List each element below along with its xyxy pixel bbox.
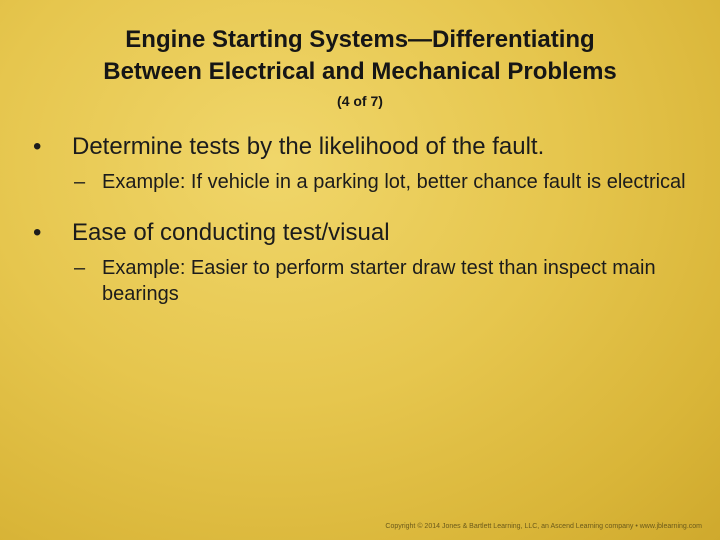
- bullet-marker: •: [33, 133, 42, 160]
- sub-bullet-item: [30, 169, 700, 195]
- slide-subtitle: (4 of 7): [337, 93, 383, 109]
- title-line-2: Between Electrical and Mechanical Problems: [103, 58, 617, 85]
- copyright-footer: Copyright © 2014 Jones & Bartlett Learning, LLC, an Ascend Learning company • www.jblearning.com: [385, 523, 702, 530]
- sub-bullet-marker: –: [74, 257, 86, 279]
- bullet-item: [30, 131, 700, 163]
- sub-bullet-text: Example: Easier to perform starter draw test than inspect main bearings: [102, 257, 656, 305]
- bullet-marker: •: [33, 219, 42, 246]
- bullet-list: [30, 131, 700, 307]
- sub-bullet-marker: –: [74, 171, 86, 193]
- slide-title: [20, 24, 700, 88]
- bullet-item: [30, 217, 700, 249]
- title-line-1: Engine Starting Systems—Differentiating: [125, 26, 595, 53]
- sub-bullet-text: Example: If vehicle in a parking lot, better chance fault is electrical: [102, 171, 686, 193]
- sub-bullet-item: [30, 255, 700, 307]
- bullet-text: Ease of conducting test/visual: [72, 219, 390, 246]
- bullet-text: Determine tests by the likelihood of the fault.: [72, 133, 545, 160]
